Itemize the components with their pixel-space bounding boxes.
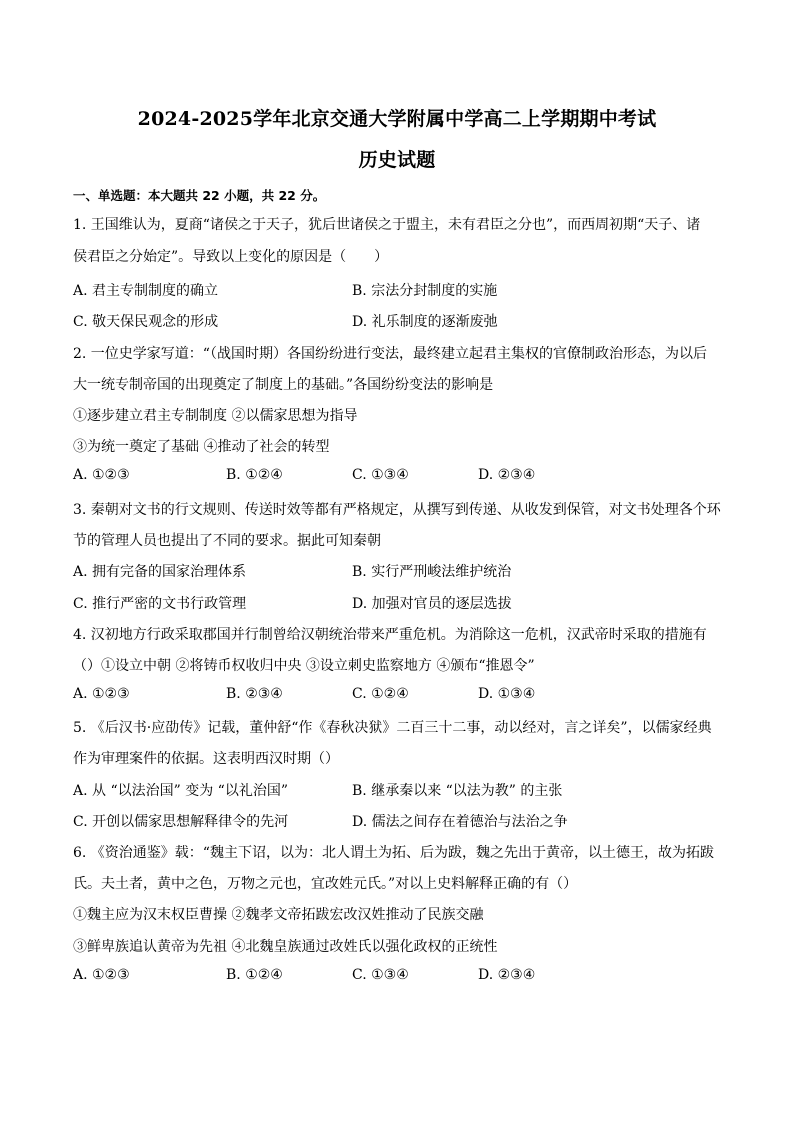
question-stem-line: ③鲜卑族追认黄帝为先祖 ④北魏皇族通过改姓氏以强化政权的正统性 [73,939,498,955]
option-b[interactable]: B. 实行严刑峻法维护统治 [352,564,512,580]
exam-subtitle: 历史试题 [358,149,436,171]
option-a[interactable]: A. ①②③ [73,967,130,983]
question-stem-line: 作为审理案件的依据。这表明西汉时期（） [73,751,339,767]
option-b[interactable]: B. ②③④ [226,686,283,702]
option-c[interactable]: C. 敬天保民观念的形成 [73,314,219,330]
option-c[interactable]: C. ①②④ [352,686,409,702]
section-heading: 一、单选题：本大题共 22 小题，共 22 分。 [73,188,326,203]
question-stem-line: 6. 《资治通鉴》载：“魏主下诏，以为：北人谓土为拓、后为跋，魏之先出于黄帝，以土德王，故为拓跋 [73,845,714,861]
option-b[interactable]: B. 宗法分封制度的实施 [352,283,498,299]
question-stem-line: （）①设立中朝 ②将铸币权收归中央 ③设立刺史监察地方 ④颁布“推恩令” [73,658,535,674]
option-a[interactable]: A. ①②③ [73,467,130,483]
question-stem-line: 节的管理人员也提出了不同的要求。据此可知秦朝 [73,533,381,549]
question-stem-line: 4. 汉初地方行政采取郡国并行制曾给汉朝统治带来严重危机。为消除这一危机，汉武帝时采取的措施有 [73,627,707,643]
question-stem-line: 3. 秦朝对文书的行文规则、传送时效等都有严格规定，从撰写到传递、从收发到保管，对文书处理各个环 [73,502,721,518]
option-a[interactable]: A. 从 “以法治国” 变为 “以礼治国” [73,783,288,799]
question-stem-line: ①逐步建立君主专制制度 ②以儒家思想为指导 [73,408,358,424]
option-d[interactable]: D. ①③④ [478,686,536,702]
option-b[interactable]: B. ①②④ [226,467,283,483]
option-c[interactable]: C. ①③④ [352,467,409,483]
exam-title: 2024-2025学年北京交通大学附属中学高二上学期期中考试 [137,108,657,130]
option-d[interactable]: D. ②③④ [478,467,536,483]
question-stem-line: ③为统一奠定了基础 ④推动了社会的转型 [73,439,330,455]
question-stem-line: 氏。夫土者，黄中之色，万物之元也，宜改姓元氏。”对以上史料解释正确的有（） [73,876,578,892]
option-c[interactable]: C. 推行严密的文书行政管理 [73,596,247,612]
option-b[interactable]: B. 继承秦以来 “以法为教” 的主张 [352,783,563,799]
option-d[interactable]: D. 加强对官员的逐层选拔 [352,596,512,612]
question-stem-line: 侯君臣之分始定”。导致以上变化的原因是（ ） [73,249,389,265]
option-b[interactable]: B. ①②④ [226,967,283,983]
option-a[interactable]: A. ①②③ [73,686,130,702]
option-c[interactable]: C. 开创以儒家思想解释律令的先河 [73,814,289,830]
question-stem-line: 2. 一位史学家写道：“（战国时期）各国纷纷进行变法，最终建立起君主集权的官僚制政治形态，为以后 [73,346,707,362]
option-c[interactable]: C. ①③④ [352,967,409,983]
question-stem-line: 大一统专制帝国的出现奠定了制度上的基础。”各国纷纷变法的影响是 [73,377,494,393]
option-a[interactable]: A. 君主专制制度的确立 [73,283,219,299]
question-stem-line: 1. 王国维认为，夏商“诸侯之于天子，犹后世诸侯之于盟主，未有君臣之分也”，而西周初期“天子、诸 [73,217,701,233]
option-d[interactable]: D. 礼乐制度的逐渐废弛 [352,314,498,330]
option-d[interactable]: D. 儒法之间存在着德治与法治之争 [352,814,568,830]
question-stem-line: 5. 《后汉书·应劭传》记载，董仲舒“作《春秋决狱》二百三十二事，动以经对，言之详矣”，以儒家经典 [73,720,712,736]
question-stem-line: ①魏主应为汉末权臣曹操 ②魏孝文帝拓跋宏改汉姓推动了民族交融 [73,907,484,923]
option-d[interactable]: D. ②③④ [478,967,536,983]
option-a[interactable]: A. 拥有完备的国家治理体系 [73,564,247,580]
